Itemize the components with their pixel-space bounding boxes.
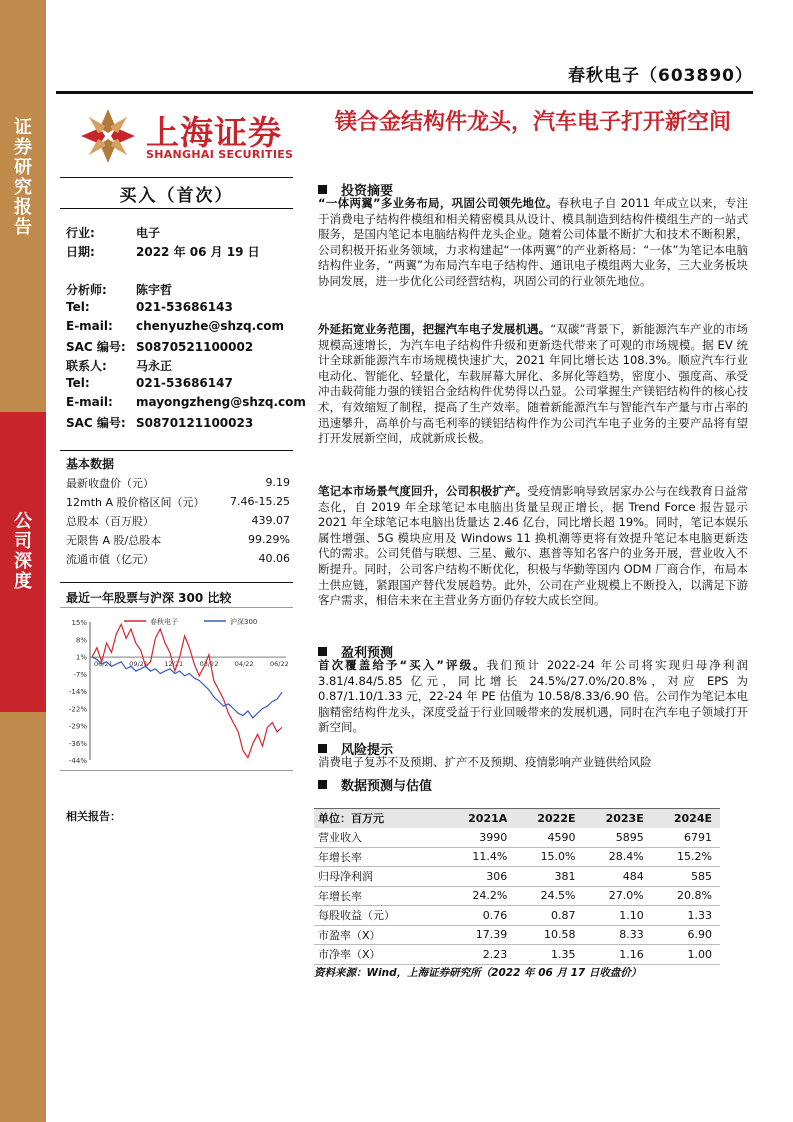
basic-data-row xyxy=(64,511,292,530)
date-row: 日期: 2022 年 06 月 19 日 xyxy=(66,245,260,259)
chart-y-tick-label: -29% xyxy=(68,722,87,731)
forecast-cell: 20.8% xyxy=(652,886,720,906)
basic-data-key: 总股本（百万股） xyxy=(66,514,154,528)
basic-data-value: 7.46-15.25 xyxy=(230,495,290,508)
analyst-sac-row: SAC 编号: S0870521100002 xyxy=(66,340,254,354)
basic-data-value: 9.19 xyxy=(265,476,290,489)
chart-legend-label: 沪深300 xyxy=(230,618,258,626)
forecast-cell: 24.2% xyxy=(446,886,516,906)
forecast-row xyxy=(314,867,720,887)
paragraph-notebook-market: 笔记本市场景气度回升，公司积极扩产。受疫情影响导致居家办公与在线教育日益常态化，自 2019 年全球笔记本电脑出货量呈现正增长，据 Trend Force 报告显示 2021 年全球笔记本电脑出货量达 2.46 亿台，同比增长超 19%。同时，笔记本娱乐属性增强、5G 模块应用及 Windows 11 换机潮等更将有效提升笔记本电脑更新迭代的需求。公司凭借与联想、三星、戴尔、惠普等知名客户的业务开展，营业收入不断提升。同时，公司客户结构不断优化，积极与华勤等国内 ODM 厂商合作，布局本土供应链，紧跟国产替代发展趋势。此外，公司在产业规模上不断投入，以满足下游客户需求，相信未来在主营业务方面仍存较大成长空间。 xyxy=(318,484,748,608)
header-divider xyxy=(56,91,753,94)
basic-data-table xyxy=(64,473,292,568)
forecast-cell: 6.90 xyxy=(652,925,720,945)
chart-series-line xyxy=(92,624,282,757)
forecast-cell: 585 xyxy=(652,867,720,887)
paragraph-business-layout: “一体两翼”多业务布局，巩固公司领先地位。春秋电子自 2011 年成立以来，专注于消费电子结构件模组和相关精密模具从设计、模具制造到结构件模组生产的一站式服务，是国内笔记本电脑结构件龙头企业。随着公司体量不断扩大和技术不断积累，公司积极开拓业务领域，力求构建起“一体两翼”的产业新格局：“一体”为笔记本电脑结构件业务，“两翼”为布局汽车电子结构件、通讯电子模组两大业务，三大业务板块协同发展，进一步优化公司经营结构，巩固公司的行业领先地位。 xyxy=(318,196,748,288)
stock-title: 春秋电子（603890） xyxy=(568,66,753,86)
forecast-row xyxy=(314,925,720,945)
section-square-icon xyxy=(318,185,327,194)
section-square-icon xyxy=(318,780,327,789)
chart-x-tick-label: 04/22 xyxy=(234,660,254,669)
basic-data-key: 12mth A 股价格区间（元） xyxy=(66,495,205,509)
forecast-cell: 11.4% xyxy=(446,847,516,867)
contact-row: 联系人: 马永正 xyxy=(66,359,173,373)
section-square-icon xyxy=(318,647,327,656)
forecast-cell: 1.00 xyxy=(652,945,720,965)
forecast-cell: 6791 xyxy=(652,828,720,848)
basic-data-key: 最新收盘价（元） xyxy=(66,476,154,490)
chart-x-tick-label: 12/21 xyxy=(164,660,184,669)
chart-y-tick-label: 15% xyxy=(71,619,87,627)
basic-data-value: 439.07 xyxy=(251,514,290,527)
forecast-header-cell: 2023E xyxy=(584,809,652,828)
forecast-cell: 3990 xyxy=(446,828,516,848)
forecast-cell: 1.35 xyxy=(515,945,583,965)
forecast-cell: 1.33 xyxy=(652,906,720,926)
forecast-cell: 0.87 xyxy=(515,906,583,926)
forecast-source-note: 资料来源：Wind，上海证券研究所（2022 年 06 月 17 日收盘价） xyxy=(314,967,642,979)
paragraph-auto-electronics: 外延拓宽业务范围，把握汽车电子发展机遇。“双碳”背景下，新能源汽车产业的市场规模高速增长，为汽车电子结构件升级和更新迭代带来了可观的市场规模。据 EV 统计全球新能源汽车市场规模快速扩大，2021 年同比增长达 108.3%。顺应汽车行业电动化、智能化、轻量化，车载屏幕大屏化、多屏化等趋势，密度小、强度高、承受冲击载荷能力强的镁铝合金结构件优势得以凸显。公司掌握生产镁铝结构件的核心技术，有效缩短了制程，提高了生产效率。随着新能源汽车与智能汽车产量与市占率的迅速攀升，高单价与高毛利率的镁铝结构件作为公司汽车电子业务的主要产品将有望打开发展新空间，成就新成长极。 xyxy=(318,322,748,446)
chart-y-tick-label: 8% xyxy=(75,636,87,645)
forecast-row xyxy=(314,886,720,906)
chart-title-divider xyxy=(60,607,293,608)
basic-data-title: 基本数据 xyxy=(66,457,115,471)
section-square-icon xyxy=(318,744,327,753)
chart-legend-label: 春秋电子 xyxy=(150,618,178,626)
forecast-cell: 27.0% xyxy=(584,886,652,906)
forecast-cell: 28.4% xyxy=(584,847,652,867)
forecast-cell: 8.33 xyxy=(584,925,652,945)
forecast-cell: 1.10 xyxy=(584,906,652,926)
forecast-cell: 15.2% xyxy=(652,847,720,867)
forecast-cell: 市净率（X） xyxy=(314,945,446,965)
section-investment-summary: 投资摘要 xyxy=(318,180,393,199)
basic-data-row xyxy=(64,492,292,511)
analyst-row: 分析师: 陈宇哲 xyxy=(66,283,173,297)
basic-data-divider xyxy=(60,450,293,451)
chart-y-tick-label: -14% xyxy=(68,688,87,696)
chart-title: 最近一年股票与沪深 300 比较 xyxy=(66,591,232,605)
forecast-cell: 381 xyxy=(515,867,583,887)
report-title: 镁合金结构件龙头，汽车电子打开新空间 xyxy=(334,110,731,135)
section-risk: 风险提示 xyxy=(318,739,393,758)
forecast-table xyxy=(314,808,720,965)
basic-data-row xyxy=(64,549,292,568)
industry-row: 行业: 电子 xyxy=(66,226,161,240)
forecast-cell: 5895 xyxy=(584,828,652,848)
chart-y-tick-label: -36% xyxy=(68,739,87,748)
contact-email-row: E-mail: mayongzheng@shzq.com xyxy=(66,395,306,409)
forecast-cell: 10.58 xyxy=(515,925,583,945)
basic-data-value: 40.06 xyxy=(258,552,290,565)
paragraph-risk: 消费电子复苏不及预期、扩产不及预期、疫情影响产业链供给风险 xyxy=(318,755,652,769)
logo-chinese-name: 上海证券 xyxy=(146,113,282,152)
chart-x-tick-label: 03/22 xyxy=(199,660,219,669)
rating-divider-bottom xyxy=(60,208,293,209)
chart-y-tick-label: -22% xyxy=(68,705,87,714)
chart-y-tick-label: -7% xyxy=(73,670,87,679)
section-forecast-valuation: 数据预测与估值 xyxy=(318,775,432,794)
forecast-cell: 17.39 xyxy=(446,925,516,945)
forecast-header-cell: 2022E xyxy=(515,809,583,828)
forecast-cell: 484 xyxy=(584,867,652,887)
forecast-cell: 市盈率（X） xyxy=(314,925,446,945)
forecast-cell: 15.0% xyxy=(515,847,583,867)
forecast-cell: 年增长率 xyxy=(314,847,446,867)
price-comparison-chart xyxy=(60,612,293,767)
basic-data-row xyxy=(64,473,292,492)
chart-y-tick-label: 1% xyxy=(75,653,87,662)
rating: 买入（首次） xyxy=(119,186,234,206)
basic-data-key: 流通市值（亿元） xyxy=(66,552,154,566)
forecast-cell: 4590 xyxy=(515,828,583,848)
forecast-row xyxy=(314,945,720,965)
forecast-header-cell: 2021A xyxy=(446,809,516,828)
forecast-cell: 0.76 xyxy=(446,906,516,926)
forecast-cell: 归母净利润 xyxy=(314,867,446,887)
forecast-cell: 每股收益（元） xyxy=(314,906,446,926)
logo-english-name: SHANGHAI SECURITIES xyxy=(146,148,294,161)
section-profit-forecast: 盈利预测 xyxy=(318,642,393,661)
forecast-cell: 306 xyxy=(446,867,516,887)
contact-tel-row: Tel: 021-53686147 xyxy=(66,376,233,390)
forecast-cell: 年增长率 xyxy=(314,886,446,906)
contact-sac-row: SAC 编号: S0870121100023 xyxy=(66,416,254,430)
side-label-report-type: 证券研究报告 xyxy=(14,117,32,238)
basic-data-key: 无限售 A 股/总股本 xyxy=(66,533,162,547)
analyst-tel-row: Tel: 021-53686143 xyxy=(66,300,233,314)
forecast-cell: 营业收入 xyxy=(314,828,446,848)
forecast-header-cell: 2024E xyxy=(652,809,720,828)
rating-divider-top xyxy=(60,177,293,178)
chart-x-tick-label: 06/22 xyxy=(270,660,289,669)
forecast-cell: 24.5% xyxy=(515,886,583,906)
paragraph-rating: 首次覆盖给予“买入”评级。我们预计 2022-24 年公司将实现归母净利润 3.81/4.84/5.85 亿元，同比增长 24.5%/27.0%/20.8%，对应 EPS 为 0.87/1.10/1.33 元，22-24 年 PE 估值为 10.58/8.33/6.90 倍。公司作为笔记本电脑精密结构件龙头，深度受益于行业回暖带来的发展机遇，同时在汽车电子领域打开新空间。 xyxy=(318,658,748,735)
chart-divider xyxy=(60,582,293,583)
forecast-header-cell: 单位：百万元 xyxy=(314,809,446,828)
basic-data-value: 99.29% xyxy=(248,533,290,546)
chart-y-tick-label: -44% xyxy=(68,757,87,765)
forecast-row xyxy=(314,906,720,926)
chart-x-tick-label: 09/21 xyxy=(129,660,148,669)
chart-bottom-divider xyxy=(60,770,293,771)
basic-data-row xyxy=(64,530,292,549)
chart-x-tick-label: 06/21 xyxy=(94,660,113,669)
side-label-company-depth: 公司深度 xyxy=(14,511,32,592)
forecast-row xyxy=(314,847,720,867)
related-reports-label: 相关报告： xyxy=(66,810,121,823)
forecast-cell: 2.23 xyxy=(446,945,516,965)
forecast-cell: 1.16 xyxy=(584,945,652,965)
forecast-header-row xyxy=(314,809,720,828)
forecast-row xyxy=(314,828,720,848)
analyst-email-row: E-mail: chenyuzhe@shzq.com xyxy=(66,319,285,333)
